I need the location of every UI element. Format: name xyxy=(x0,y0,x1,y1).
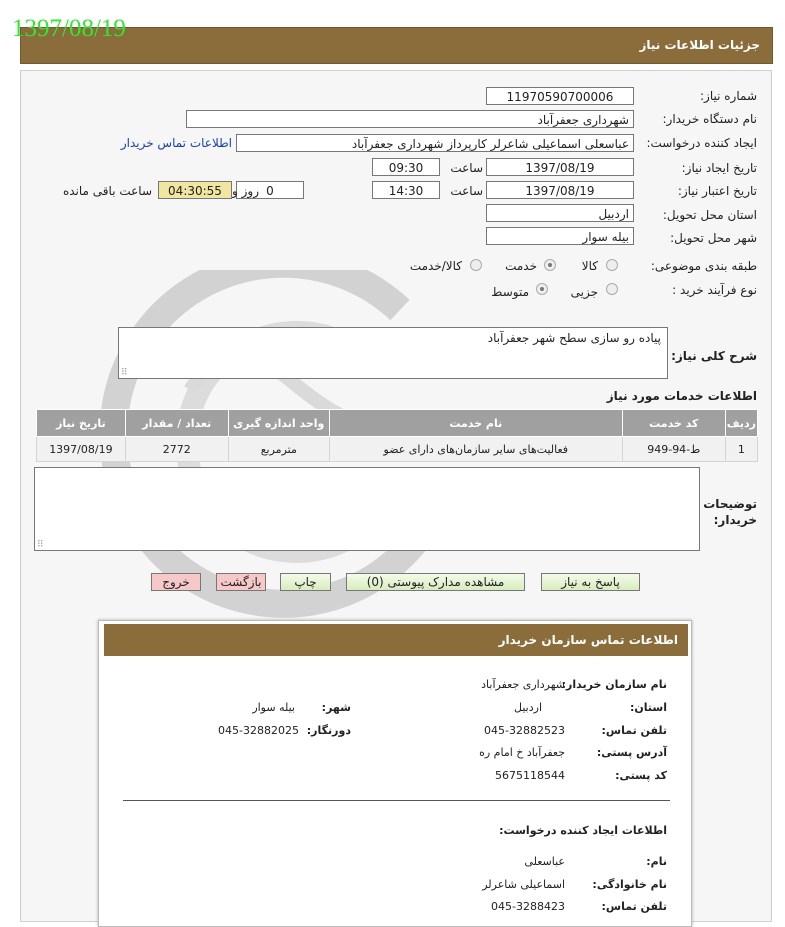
contact-postal-label: کد پستی: xyxy=(615,769,667,782)
contact-province-label: استان: xyxy=(630,701,667,714)
divider xyxy=(123,800,670,801)
back-button[interactable]: بازگشت xyxy=(216,573,266,591)
contact-address: جعفرآباد خ امام ره xyxy=(479,746,565,759)
validity-time-field: 14:30 xyxy=(372,181,440,199)
contact-org: شهرداری جعفرآباد xyxy=(481,678,565,691)
row-index: 1 xyxy=(725,437,757,462)
need-number-label: شماره نیاز: xyxy=(700,89,757,103)
service-code: ط-94-949 xyxy=(622,437,725,462)
reply-button[interactable]: پاسخ به نیاز xyxy=(541,573,640,591)
unit: مترمربع xyxy=(228,437,329,462)
requester-family-label: نام خانوادگی: xyxy=(592,878,667,891)
contact-address-label: آدرس پستی: xyxy=(596,746,667,759)
category-radio-goods-service[interactable] xyxy=(470,259,482,271)
category-option-service: خدمت xyxy=(505,259,537,273)
requester-name: عباسعلی xyxy=(524,855,565,868)
category-radio-service[interactable] xyxy=(544,259,556,271)
requester-info-title: اطلاعات ایجاد کننده درخواست: xyxy=(499,824,667,837)
date-stamp: 1397/08/19 xyxy=(12,15,126,42)
province-label: استان محل تحویل: xyxy=(662,208,757,222)
created-date-label: تاریخ ایجاد نیاز: xyxy=(681,161,757,175)
purchase-option-medium: متوسط xyxy=(491,285,529,299)
contact-phone-label: تلفن تماس: xyxy=(601,724,667,737)
column-header: کد خدمت xyxy=(622,410,725,437)
buyer-org-label: نام دستگاه خریدار: xyxy=(662,112,757,126)
category-label: طبقه بندی موضوعی: xyxy=(650,259,757,273)
page-header xyxy=(20,27,773,64)
remaining-label: ساعت باقی مانده xyxy=(62,184,152,198)
buyer-notes-textarea[interactable] xyxy=(34,467,700,551)
buyer-notes-label: توضیحات خریدار: xyxy=(703,497,757,527)
requester-name-label: نام: xyxy=(646,855,667,868)
summary-textarea[interactable] xyxy=(118,327,668,379)
table-row xyxy=(37,437,758,462)
requester-phone-label: تلفن تماس: xyxy=(601,900,667,913)
contact-card-header xyxy=(104,624,688,656)
requester-label: ایجاد کننده درخواست: xyxy=(646,136,757,150)
city-field: بیله سوار xyxy=(486,227,634,245)
requester-field: عباسعلی اسماعیلی شاعرلر کارپرداز شهرداری جعفرآباد xyxy=(236,134,634,152)
column-header: ردیف xyxy=(725,410,757,437)
validity-date-field: 1397/08/19 xyxy=(486,181,634,199)
contact-fax: 045-32882025 xyxy=(218,724,299,737)
page-title: جزئیات اطلاعات نیاز xyxy=(639,38,760,52)
city-label: شهر محل تحویل: xyxy=(670,231,757,245)
service-name: فعالیت‌های سایر سازمان‌های دارای عضو xyxy=(329,437,622,462)
quantity: 2772 xyxy=(125,437,228,462)
summary-text: پیاده رو سازی سطح شهر جعفرآباد xyxy=(487,331,661,345)
resize-grip-icon: ⠿ xyxy=(37,540,44,550)
contact-card-title: اطلاعات تماس سازمان خریدار xyxy=(498,633,678,647)
contact-phone: 045-32882523 xyxy=(484,724,565,737)
province-field: اردبیل xyxy=(486,204,634,222)
exit-button[interactable]: خروج xyxy=(151,573,201,591)
resize-grip-icon: ⠿ xyxy=(121,368,128,378)
contact-postal: 5675118544 xyxy=(495,769,565,782)
purchase-option-minor: جزیی xyxy=(570,285,598,299)
category-option-goods: کالا xyxy=(581,259,598,273)
created-time-label: ساعت xyxy=(450,161,483,175)
column-header: واحد اندازه گیری xyxy=(228,410,329,437)
remaining-time-field: 04:30:55 xyxy=(158,181,232,199)
contact-city: بیله سوار xyxy=(252,701,295,714)
days-label: روز و xyxy=(232,184,259,198)
purchase-radio-medium[interactable] xyxy=(536,283,548,295)
table-header-row xyxy=(37,410,758,437)
contact-city-label: شهر: xyxy=(321,701,351,714)
category-radio-goods[interactable] xyxy=(606,259,618,271)
requester-family: اسماعیلی شاعرلر xyxy=(482,878,565,891)
contact-org-label: نام سازمان خریدار: xyxy=(561,678,667,691)
need-number-field: 1197059070000‎6 xyxy=(486,87,634,105)
need-date: 1397/08/19 xyxy=(37,437,126,462)
contact-fax-label: دورنگار: xyxy=(306,724,351,737)
print-button[interactable]: چاپ xyxy=(280,573,331,591)
contact-province: اردبیل xyxy=(514,701,542,714)
attachments-button[interactable]: مشاهده مدارک پیوستی (0) xyxy=(346,573,525,591)
column-header: تاریخ نیاز xyxy=(37,410,126,437)
purchase-radio-minor[interactable] xyxy=(606,283,618,295)
summary-label: شرح کلی نیاز: xyxy=(671,349,757,363)
created-time-field: 09:30 xyxy=(372,158,440,176)
requester-phone: 045-3288423 xyxy=(491,900,565,913)
column-header: تعداد / مقدار xyxy=(125,410,228,437)
buyer-org-field: شهرداری جعفرآباد xyxy=(186,110,634,128)
created-date-field: 1397/08/19 xyxy=(486,158,634,176)
services-title: اطلاعات خدمات مورد نیاز xyxy=(606,389,757,403)
validity-date-label: تاریخ اعتبار نیاز: xyxy=(677,184,757,198)
category-option-goods-service: کالا/خدمت xyxy=(409,259,462,273)
purchase-type-label: نوع فرآیند خرید : xyxy=(672,283,757,297)
services-table xyxy=(36,409,758,462)
buyer-contact-link[interactable]: اطلاعات تماس خریدار xyxy=(120,136,232,150)
column-header: نام خدمت xyxy=(329,410,622,437)
days-field: 0 xyxy=(236,181,304,199)
validity-time-label: ساعت xyxy=(450,184,483,198)
